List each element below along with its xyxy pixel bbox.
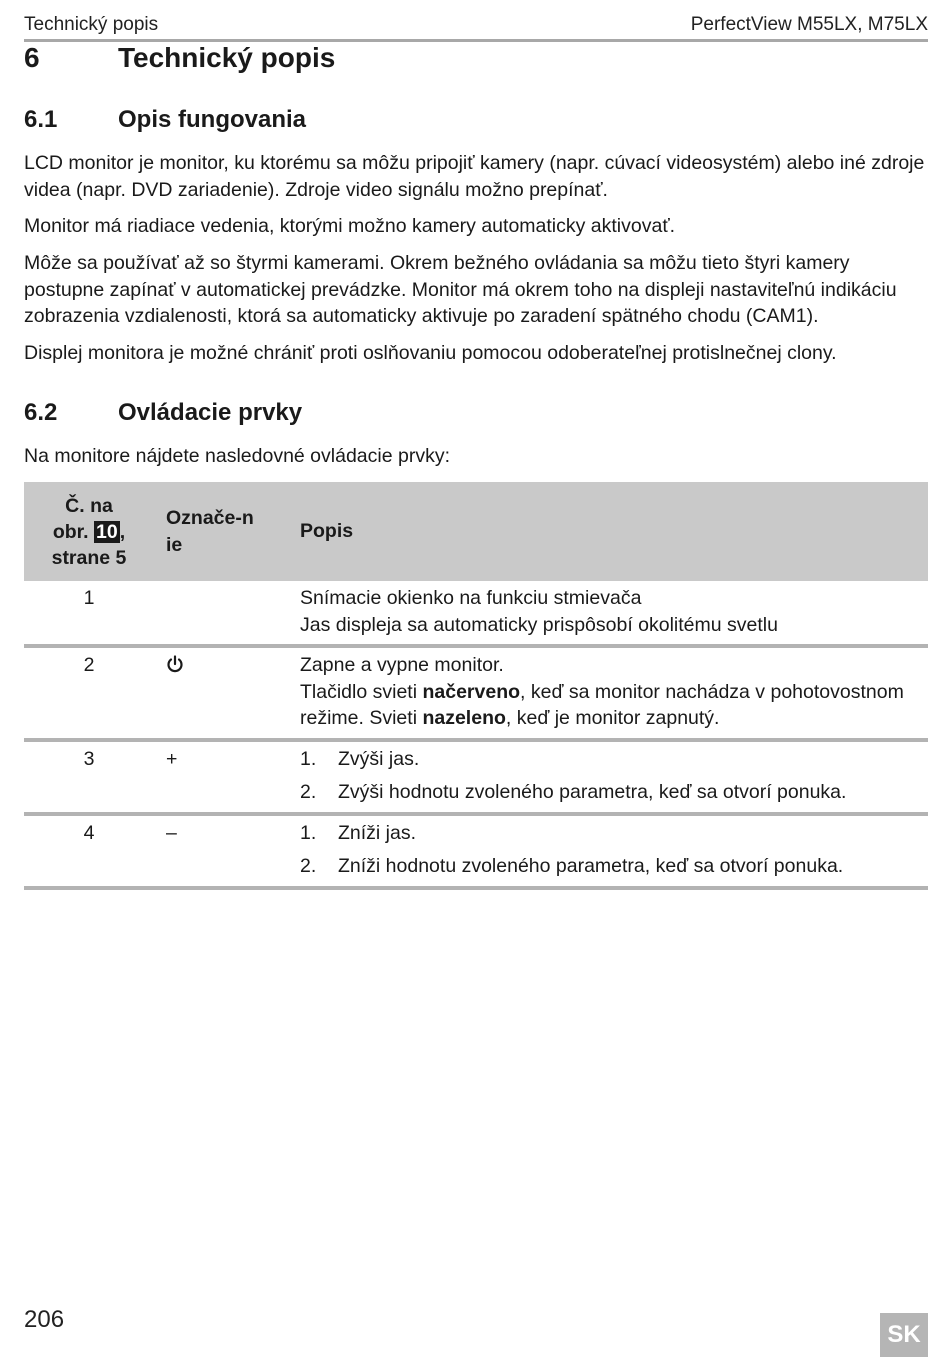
row-number: 1 <box>24 581 154 646</box>
paragraph: LCD monitor je monitor, ku ktorému sa môžu pripojiť kamery (napr. cúvací videosystém) alebo iné zdroje videa (napr. DVD zariadenie). Zdroje video signálu možno prepínať. <box>24 152 925 201</box>
table-row <box>24 740 928 814</box>
row-description <box>300 740 928 814</box>
header-description: Popis <box>300 482 928 581</box>
section-title: Opis fungovania <box>118 106 307 133</box>
running-header <box>24 6 928 42</box>
section-title: Ovládacie prvky <box>118 399 303 426</box>
list-item: 2. Zvýši hodnotu zvoleného parametra, keď sa otvorí ponuka. <box>300 781 847 803</box>
chapter-title: Technický popis <box>118 42 336 73</box>
section-heading-6-2 <box>24 399 302 427</box>
table-row <box>24 814 928 888</box>
chapter-heading <box>24 42 335 74</box>
paragraph: Monitor má riadiace vedenia, ktorými možno kamery automaticky aktivovať. <box>24 215 676 237</box>
red-keyword: načerveno <box>422 680 521 703</box>
figure-number-badge: 10 <box>96 520 118 543</box>
header-section-title: Technický popis <box>24 14 159 35</box>
table-header-row <box>24 482 928 581</box>
language-badge: SK <box>880 1313 928 1357</box>
controls-table <box>24 482 928 890</box>
list-item: 1. Zvýši jas. <box>300 747 420 770</box>
section-number: 6.1 <box>24 106 58 133</box>
table-row <box>24 646 928 740</box>
row-number: 3 <box>24 740 154 814</box>
row-marking <box>154 581 300 646</box>
header-marking: Označe-nie <box>154 482 300 581</box>
row-description: Zapne a vypne monitor. Tlačidlo svieti načerveno, keď sa monitor nachádza v pohotovostnom režime. Svieti nazeleno, keď je monitor zapnutý. <box>300 646 928 740</box>
power-icon <box>166 655 184 675</box>
section-number: 6.2 <box>24 399 58 426</box>
page-number: 206 <box>24 1306 65 1333</box>
row-marking: – <box>154 814 300 888</box>
paragraph: Displej monitora je možné chrániť proti oslňovaniu pomocou odoberateľnej protislnečnej clony. <box>24 342 837 364</box>
header-product-name: PerfectView M55LX, M75LX <box>690 14 928 35</box>
row-number: 2 <box>24 646 154 740</box>
list-item: 2. Zníži hodnotu zvoleného parametra, keď sa otvorí ponuka. <box>300 855 844 877</box>
row-marking: + <box>154 740 300 814</box>
section-intro: Na monitore nájdete nasledovné ovládacie prvky: <box>24 445 451 467</box>
row-marking <box>154 646 300 740</box>
row-number: 4 <box>24 814 154 888</box>
row-description: Snímacie okienko na funkciu stmievača Jas displeja sa automaticky prispôsobí okolitému svetlu <box>300 581 928 646</box>
table-row <box>24 581 928 646</box>
list-item: 1. Zníži jas. <box>300 821 417 844</box>
row-description <box>300 814 928 888</box>
green-keyword: nazeleno <box>422 707 506 729</box>
header-figure-ref: Č. na obr. 10 , strane 5 <box>24 482 154 581</box>
chapter-number: 6 <box>24 42 40 73</box>
paragraph: Môže sa používať až so štyrmi kamerami. Okrem bežného ovládania sa môžu tieto štyri kamery postupne zapínať v automatickej prevádzke. Monitor má okrem toho na displeji nastaviteľnú indikáciu zobrazenia vzdialenosti, ktorá sa automaticky aktivuje po zaradení spätného chodu (CAM1). <box>24 252 897 327</box>
section-heading-6-1 <box>24 106 306 134</box>
